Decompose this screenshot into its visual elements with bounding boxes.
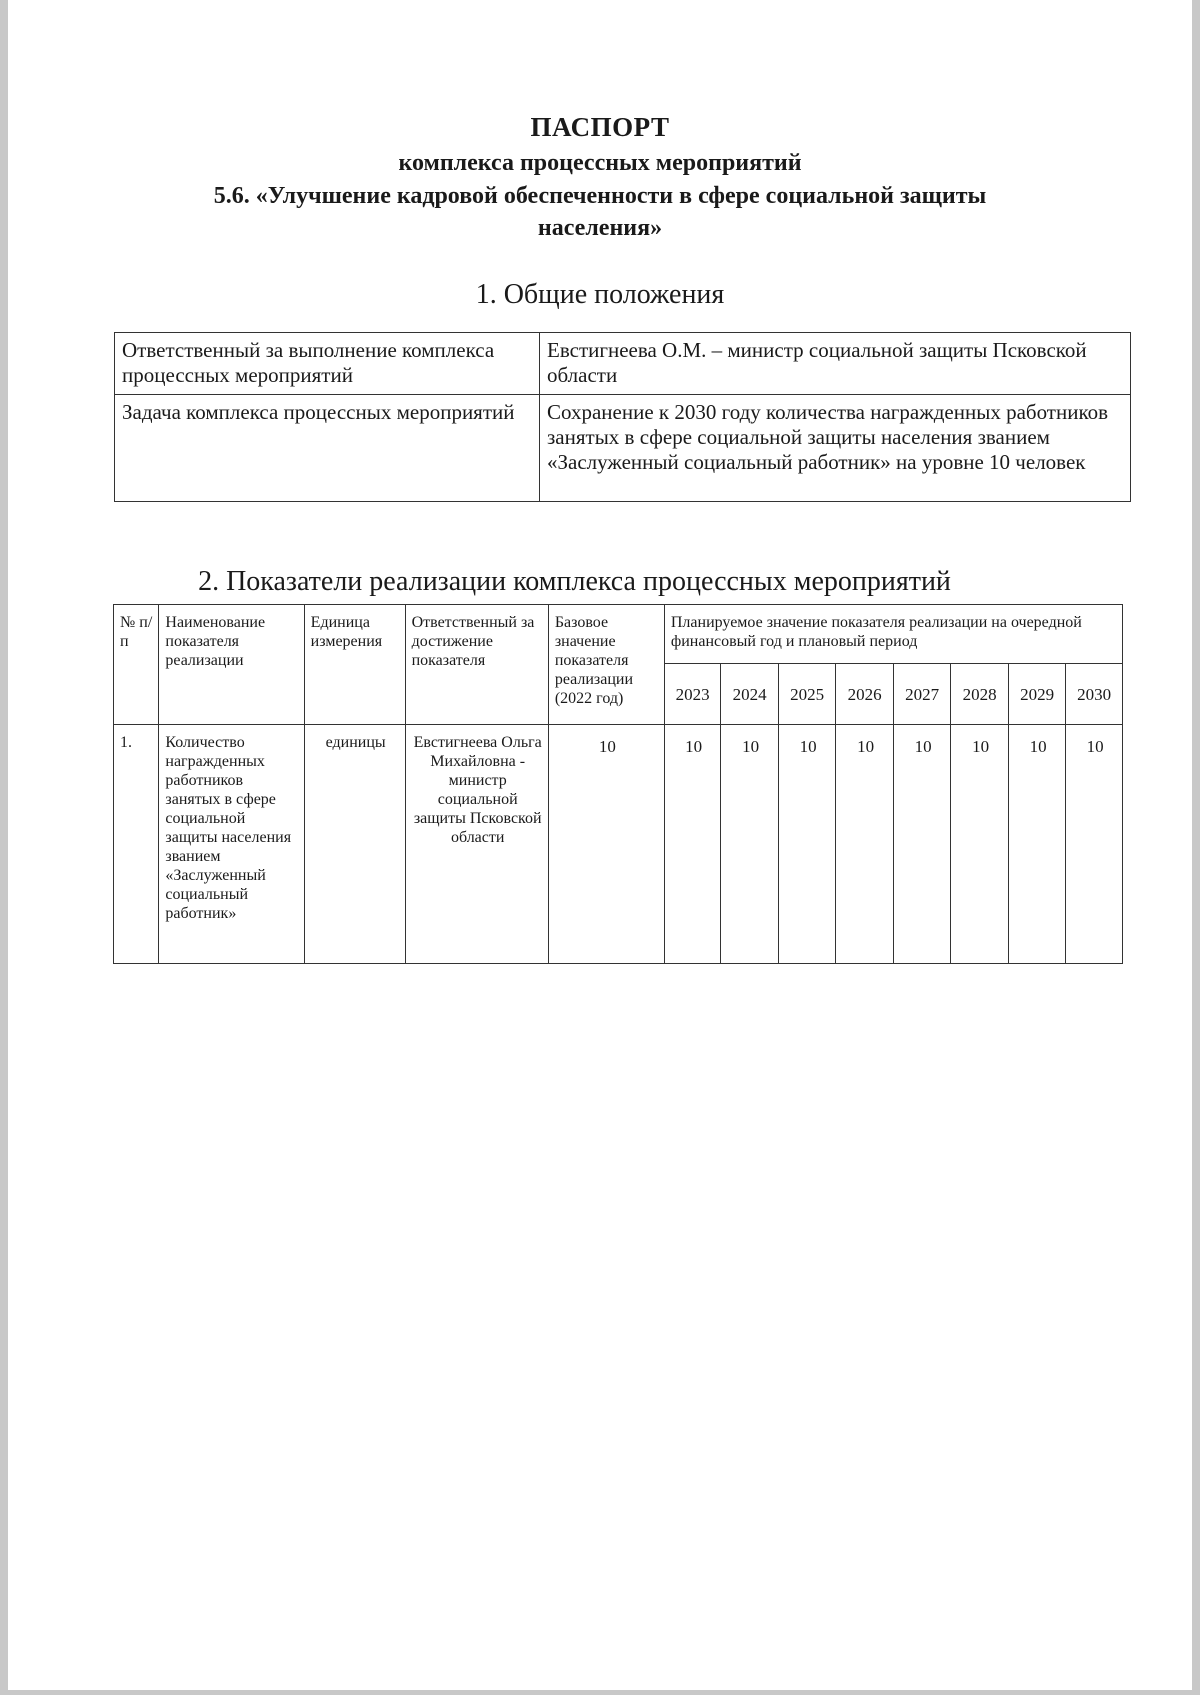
cell-value: 10 xyxy=(893,725,951,964)
header-unit: Единица измерения xyxy=(304,605,405,725)
cell-value: 10 xyxy=(836,725,894,964)
cell-value: 10 xyxy=(778,725,836,964)
cell-base: 10 xyxy=(548,725,664,964)
header-num: № п/п xyxy=(114,605,159,725)
header-year: 2023 xyxy=(664,664,721,725)
header-year: 2027 xyxy=(893,664,951,725)
table-row xyxy=(115,395,1131,502)
header-year: 2028 xyxy=(951,664,1009,725)
section-1-title: 1. Общие положения xyxy=(475,279,725,310)
table-header-row xyxy=(114,605,1123,664)
header-year: 2025 xyxy=(778,664,836,725)
section-2-title: 2. Показатели реализации комплекса процессных мероприятий xyxy=(198,566,951,597)
row-label: Задача комплекса процессных мероприятий xyxy=(115,395,540,502)
row-value: Евстигнеева О.М. – министр социальной защиты Псковской области xyxy=(540,333,1131,395)
header-year: 2030 xyxy=(1066,664,1123,725)
header-year: 2029 xyxy=(1008,664,1066,725)
document-subtitle-line-2: 5.6. «Улучшение кадровой обеспеченности в сфере социальной защиты xyxy=(213,183,987,209)
cell-value: 10 xyxy=(951,725,1009,964)
general-provisions-table xyxy=(114,332,1131,502)
cell-unit: единицы xyxy=(304,725,405,964)
cell-responsible: Евстигнеева Ольга Михайловна - министр социальной защиты Псковской области xyxy=(405,725,548,964)
row-label: Ответственный за выполнение комплекса процессных мероприятий xyxy=(115,333,540,395)
row-value: Сохранение к 2030 году количества награжденных работников занятых в сфере социальной защиты населения званием «Заслуженный социальный работник» на уровне 10 человек xyxy=(540,395,1131,502)
header-responsible: Ответственный за достижение показателя xyxy=(405,605,548,725)
cell-num: 1. xyxy=(114,725,159,964)
cell-name: Количество награжденных работников занятых в сфере социальной защиты населения званием «Заслуженный социальный работник» xyxy=(159,725,304,964)
cell-value: 10 xyxy=(664,725,721,964)
cell-value: 10 xyxy=(1008,725,1066,964)
indicators-table xyxy=(113,604,1123,964)
document-page xyxy=(8,0,1192,1690)
document-subtitle-line-3: населения» xyxy=(537,215,663,241)
cell-value: 10 xyxy=(1066,725,1123,964)
table-row xyxy=(115,333,1131,395)
header-name: Наименование показателя реализации xyxy=(159,605,304,725)
header-base: Базовое значение показателя реализации (2022 год) xyxy=(548,605,664,725)
header-year: 2024 xyxy=(721,664,779,725)
document-subtitle-line-1: комплекса процессных мероприятий xyxy=(398,150,802,176)
table-row xyxy=(114,725,1123,964)
header-planned: Планируемое значение показателя реализации на очередной финансовый год и плановый период xyxy=(664,605,1122,664)
document-title: ПАСПОРТ xyxy=(530,112,670,142)
cell-value: 10 xyxy=(721,725,779,964)
header-year: 2026 xyxy=(836,664,894,725)
